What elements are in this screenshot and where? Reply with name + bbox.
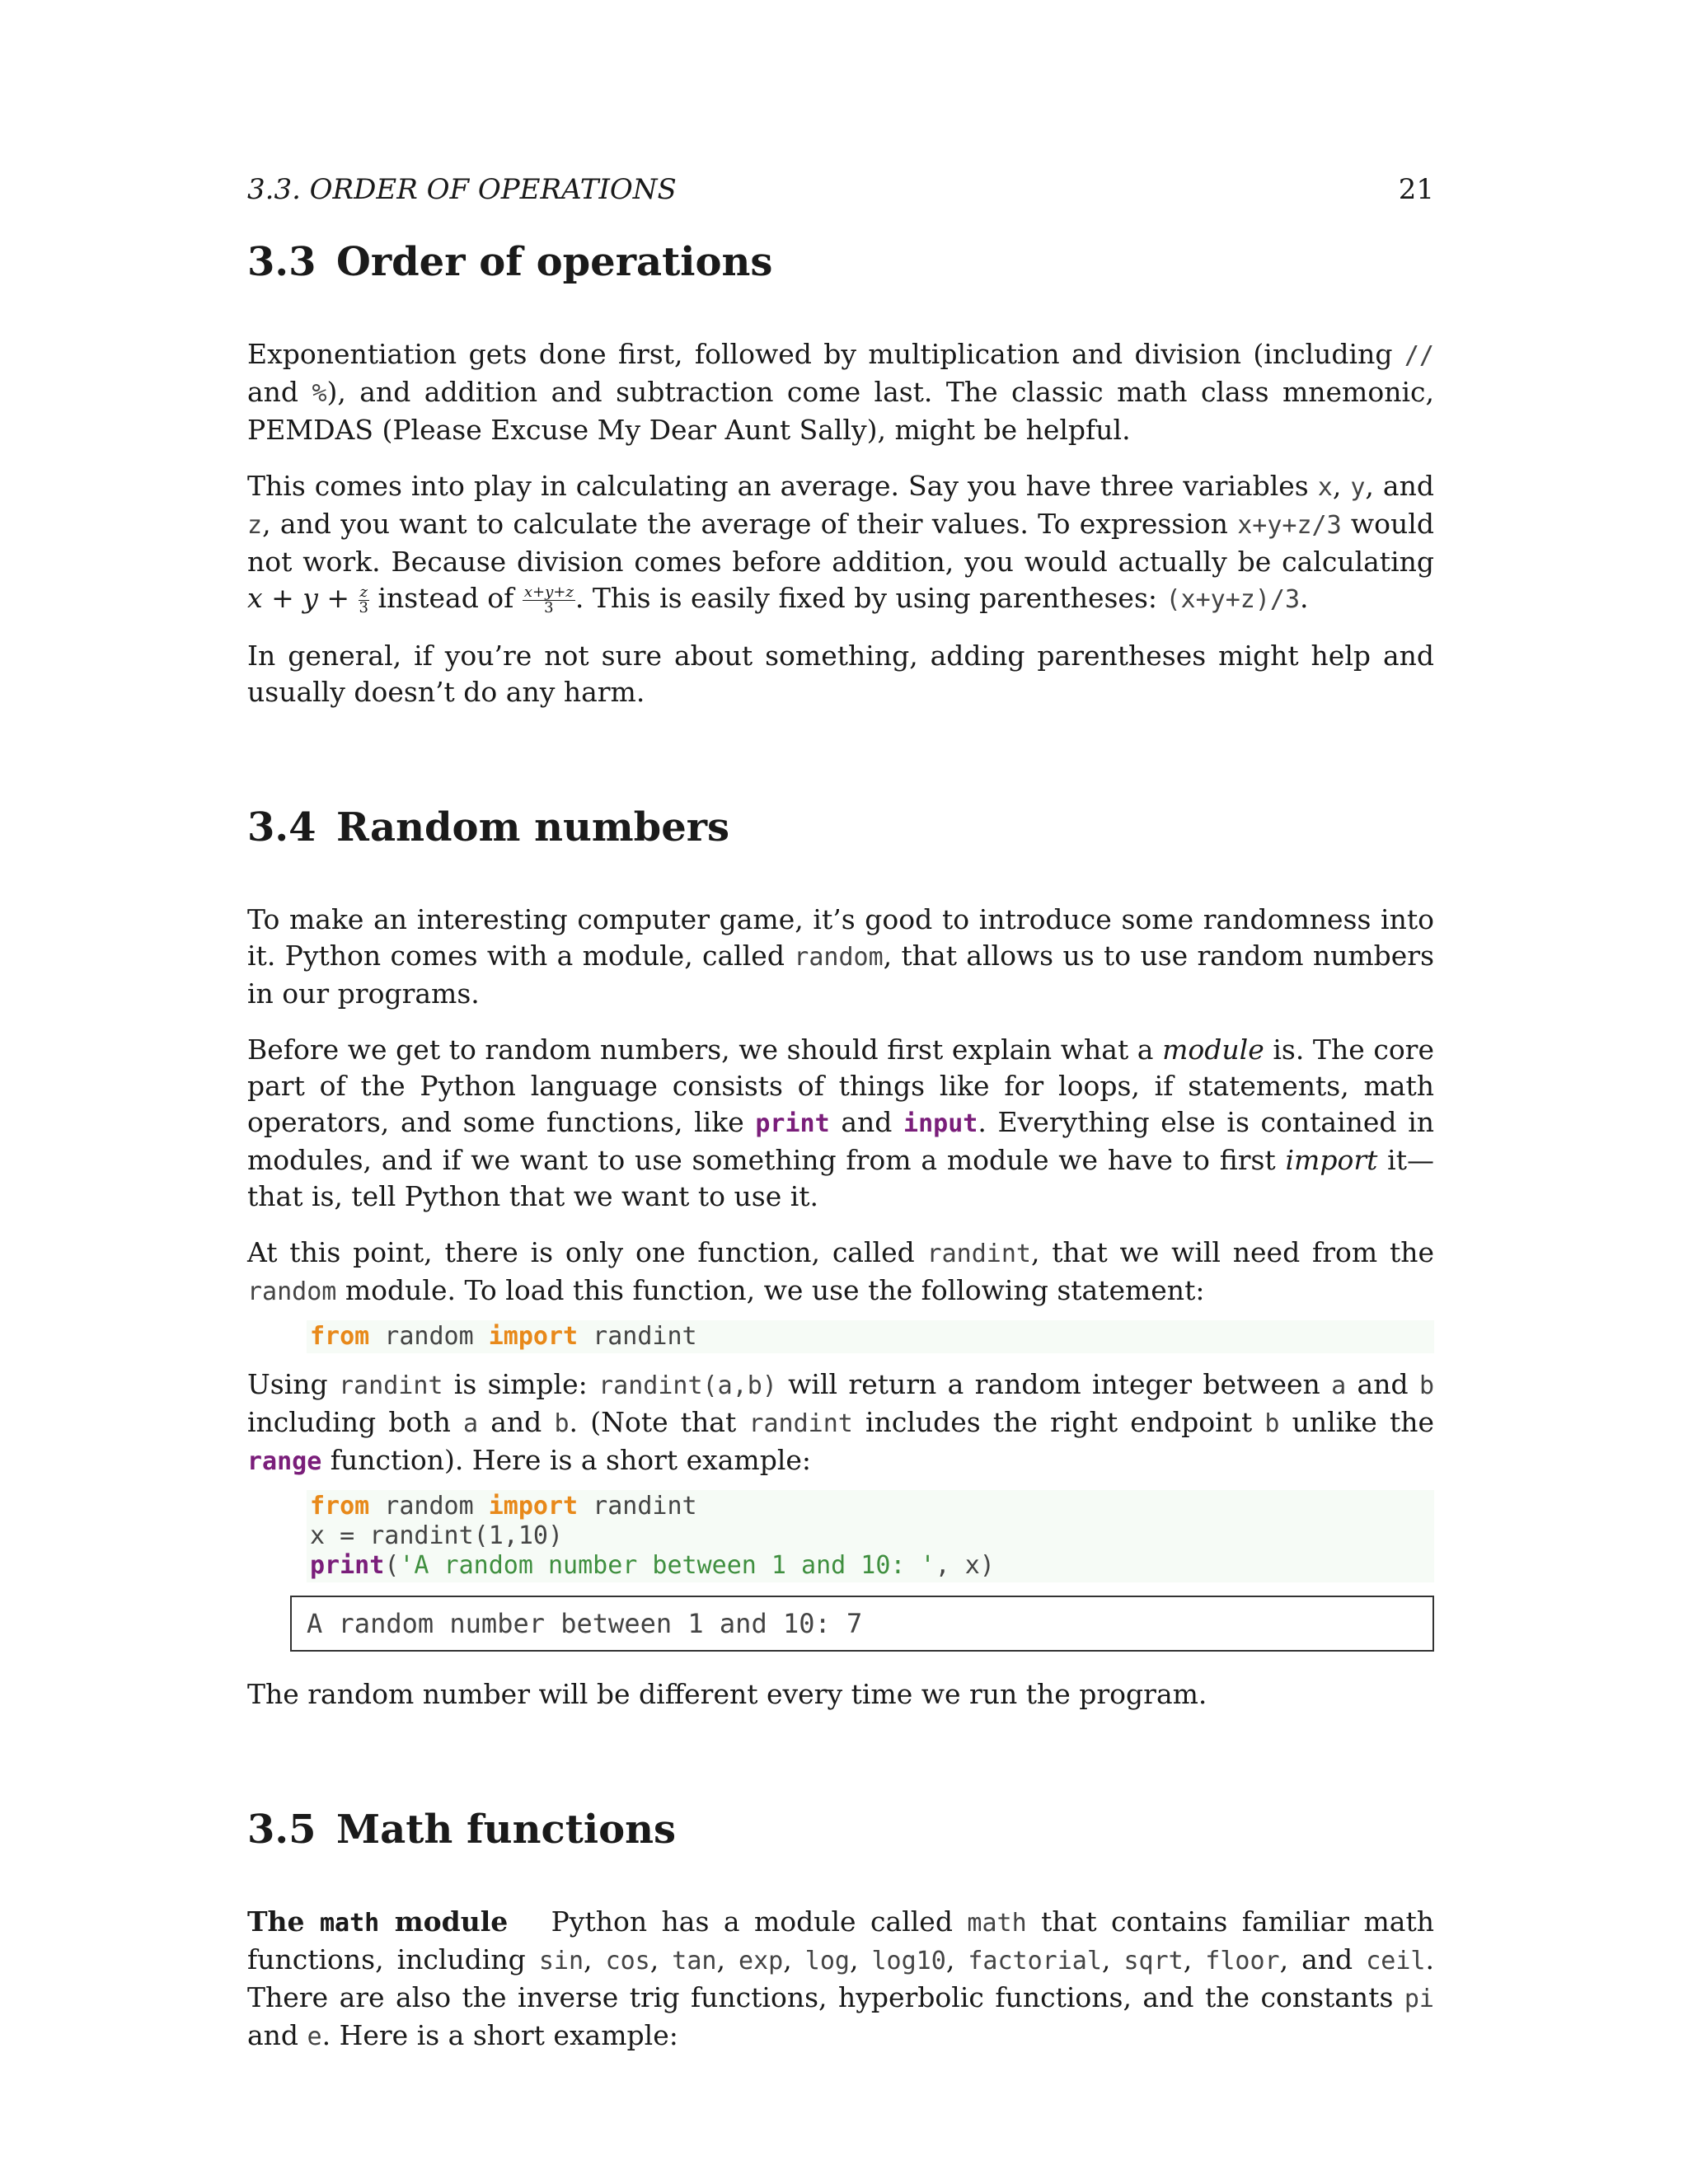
running-header-title: 3.3. ORDER OF OPERATIONS (247, 173, 677, 206)
inline-code: x+y+z/3 (1237, 511, 1342, 540)
section-number: 3.3 (247, 239, 316, 285)
paragraph: In general, if you’re not sure about something, adding parentheses might help and usually doesn’t do any harm. (247, 640, 1434, 708)
section-title: Order of operations (336, 239, 773, 285)
page-number: 21 (1398, 173, 1434, 206)
fraction: $\frac{x+y+z}{3}$ (523, 583, 574, 616)
section-number: 3.5 (247, 1807, 316, 1853)
inline-code: a (463, 1409, 479, 1438)
paragraph: Using randint is simple: randint(a,b) will return a random integer between a and b including both a and b. (Note that randint includes the right endpoint b unlike the range function). Here is a short example: (247, 1368, 1434, 1476)
section-heading-3-5 (247, 1805, 1434, 1854)
inline-code: % (312, 379, 327, 408)
inline-code: // (1404, 341, 1434, 370)
inline-code: randint(a,b) (598, 1371, 777, 1400)
inline-code: x (1317, 473, 1333, 502)
inline-code: b (554, 1409, 570, 1438)
paragraph: This comes into play in calculating an average. Say you have three variables x, y, and z, and you want to calculate the average of their values. To expression x+y+z/3 would not work. Because division comes before addition, you would actually be calculating x + y + $\frac{z}{3}$ instead of $\frac{x+y+z}{3}$ . This is easily fixed by using parentheses: (x+y+z)/3. (247, 470, 1434, 616)
paragraph: Exponentiation gets done first, followed by multiplication and division (including // and %), and addition and subtraction come last. The classic math class mnemonic, PEMDAS (Please Excuse My Dear Aunt Sally), might be helpful. (247, 338, 1434, 446)
inline-code: e (307, 2022, 322, 2051)
code-block: from random import randint x = randint(1,10) print('A random number between 1 and 10: ', x) (307, 1490, 1434, 1582)
book-page (247, 165, 1434, 2075)
running-header (247, 165, 1434, 214)
paragraph: Before we get to random numbers, we should first explain what a module is. The core part of the Python language consists of things like for loops, if statements, math operators, and some functions, like print and input. Everything else is contained in modules, and if we want to use something from a module we have to first import it—that is, tell Python that we want to use it. (247, 1033, 1434, 1212)
run-in-heading: The math module (247, 1905, 509, 1938)
inline-code: pi (1404, 1985, 1434, 2013)
paragraph: To make an interesting computer game, it’s good to introduce some randomness into it. Python comes with a module, called random, that allows us to use random numbers in our programs. (247, 903, 1435, 1010)
inline-code: a (1331, 1371, 1347, 1400)
inline-code: math (967, 1909, 1027, 1938)
inline-code: random (794, 943, 884, 972)
paragraph: The random number will be different every time we run the program. (247, 1678, 1207, 1710)
inline-code: random (247, 1277, 337, 1306)
fraction: $\frac{z}{3}$ (359, 583, 368, 616)
inline-keyword: input (903, 1109, 978, 1138)
inline-keyword: print (755, 1109, 830, 1138)
paragraph: At this point, there is only one function, called randint, that we will need from the random module. To load this function, we use the following statement: (247, 1236, 1434, 1306)
code-block: from random import randint (307, 1320, 1434, 1353)
program-output-box: A random number between 1 and 10: 7 (290, 1596, 1434, 1652)
section-heading-3-4 (247, 803, 1434, 852)
inline-keyword: range (247, 1447, 322, 1476)
inline-code: randint (748, 1409, 853, 1438)
section-number: 3.4 (247, 804, 316, 851)
inline-code: randint (339, 1371, 443, 1400)
section-heading-3-3 (247, 237, 1434, 287)
section-title: Math functions (336, 1807, 677, 1853)
inline-code: (x+y+z)/3 (1165, 585, 1301, 614)
paragraph: The math module Python has a module called math that contains familiar math functions, including sin, cos, tan, exp, log, log10, factorial, sqrt, floor, and ceil. There are also the inverse trig functions, hyperbolic functions, and the constants pi and e. Here is a short example: (247, 1905, 1434, 2051)
inline-code: z (247, 511, 263, 540)
inline-code: y (1350, 473, 1366, 502)
inline-code: b (1418, 1371, 1434, 1400)
inline-code: randint (926, 1240, 1031, 1268)
section-title: Random numbers (336, 804, 730, 851)
math-expression: x + y + (247, 582, 359, 614)
inline-code: b (1264, 1409, 1280, 1438)
